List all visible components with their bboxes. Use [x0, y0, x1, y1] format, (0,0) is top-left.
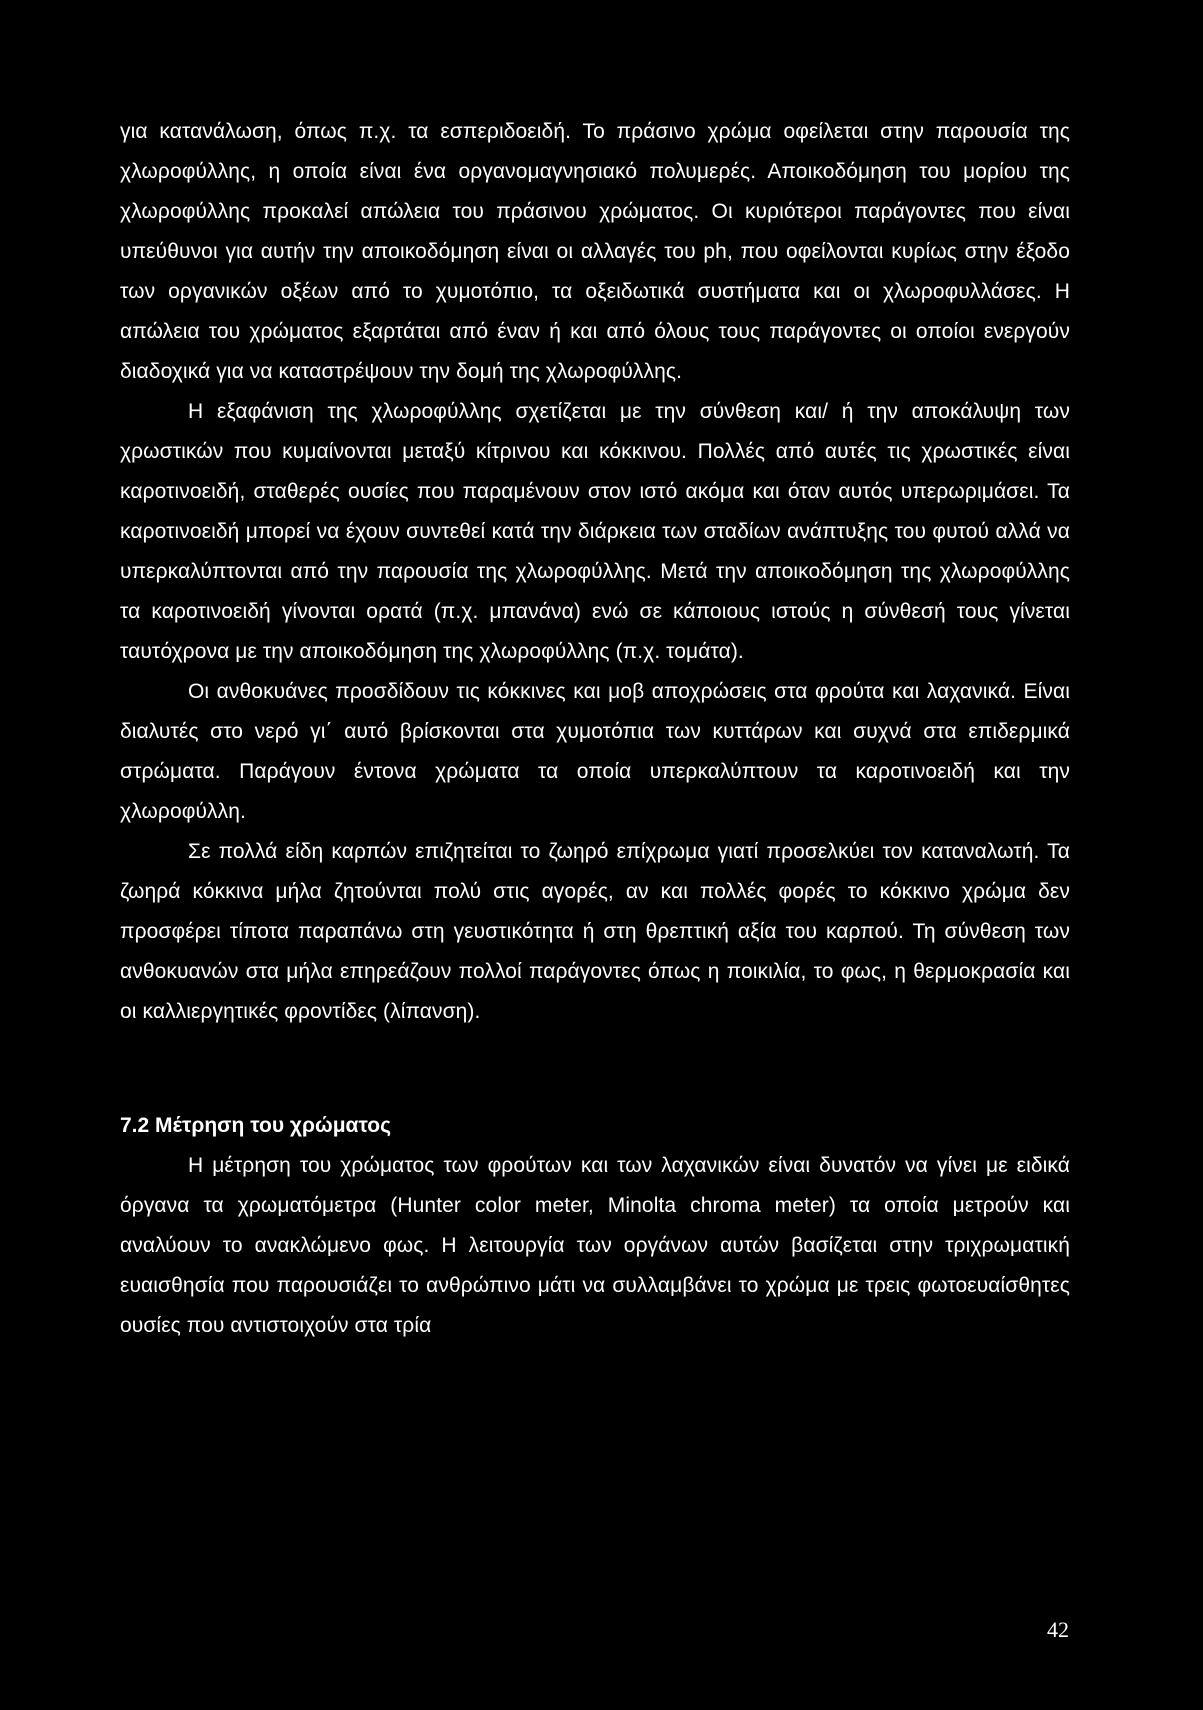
- document-body: [120, 112, 1070, 1346]
- paragraph-carotenoids: Η εξαφάνιση της χλωροφύλλης σχετίζεται με την σύνθεση και/ ή την αποκάλυψη των χρωστικών που κυμαίνονται μεταξύ κίτρινου και κόκκινου. Πολλές από αυτές τις χρωστικές είναι καροτινοειδή, σταθερές ουσίες που παραμένουν στον ιστό ακόμα και όταν αυτός υπερωριμάσει. Τα καροτινοειδή μπορεί να έχουν συντεθεί κατά την διάρκεια των σταδίων ανάπτυξης του φυτού αλλά να υπερκαλύπτονται από την παρουσία της χλωροφύλλης. Μετά την αποικοδόμηση της χλωροφύλλης τα καροτινοειδή γίνονται ορατά (π.χ. μπανάνα) ενώ σε κάποιους ιστούς η σύνθεσή τους γίνεται ταυτόχρονα με την αποικοδόμηση της χλωροφύλλης (π.χ. τομάτα).: [120, 400, 1070, 663]
- paragraph-anthocyanins: Οι ανθοκυάνες προσδίδουν τις κόκκινες και μοβ αποχρώσεις στα φρούτα και λαχανικά. Είναι διαλυτές στο νερό γι΄ αυτό βρίσκονται στα χυμοτόπια των κυττάρων και συχνά στα επιδερμικά στρώματα. Παράγουν έντονα χρώματα τα οποία υπερκαλύπτουν τα καροτινοειδή και την χλωροφύλλη.: [120, 680, 1070, 823]
- paragraph-chlorophyll-loss: για κατανάλωση, όπως π.χ. τα εσπεριδοειδή. Το πράσινο χρώμα οφείλεται στην παρουσία της χλωροφύλλης, η οποία είναι ένα οργανομαγνησιακό πολυμερές. Αποικοδόμηση του μορίου της χλωροφύλλης προκαλεί απώλεια του πράσινου χρώματος. Οι κυριότεροι παράγοντες που είναι υπεύθυνοι για αυτήν την αποικοδόμηση είναι οι αλλαγές του ph, που οφείλονται κυρίως στην έξοδο των οργανικών οξέων από το χυμοτόπιο, τα οξειδωτικά συστήματα και οι χλωροφυλλάσες. Η απώλεια του χρώματος εξαρτάται από έναν ή και από όλους τους παράγοντες οι οποίοι ενεργούν διαδοχικά για να καταστρέψουν την δομή της χλωροφύλλης.: [120, 120, 1070, 383]
- section-heading: 7.2 Μέτρηση του χρώματος: [120, 1114, 392, 1137]
- paragraph-consumer-preference: Σε πολλά είδη καρπών επιζητείται το ζωηρό επίχρωμα γιατί προσελκύει τον καταναλωτή. Τα ζωηρά κόκκινα μήλα ζητούνται πολύ στις αγορές, αν και πολλές φορές το κόκκινο χρώμα δεν προσφέρει τίποτα παραπάνω στη γευστικότητα ή στη θρεπτική αξία του καρπού. Τη σύνθεση των ανθοκυανών στα μήλα επηρεάζουν πολλοί παράγοντες όπως η ποικιλία, το φως, η θερμοκρασία και οι καλλιεργητικές φροντίδες (λίπανση).: [120, 840, 1070, 1023]
- page-number: 42: [1047, 1617, 1069, 1642]
- paragraph-color-measurement: Η μέτρηση του χρώματος των φρούτων και των λαχανικών είναι δυνατόν να γίνει με ειδικά όργανα τα χρωματόμετρα (Hunter color meter, Minolta chroma meter) τα οποία μετρούν και αναλύουν το ανακλώμενο φως. Η λειτουργία των οργάνων αυτών βασίζεται στην τριχρωματική ευαισθησία που παρουσιάζει το ανθρώπινο μάτι να συλλαμβάνει το χρώμα με τρεις φωτοευαίσθητες ουσίες που αντιστοιχούν στα τρία: [120, 1154, 1070, 1337]
